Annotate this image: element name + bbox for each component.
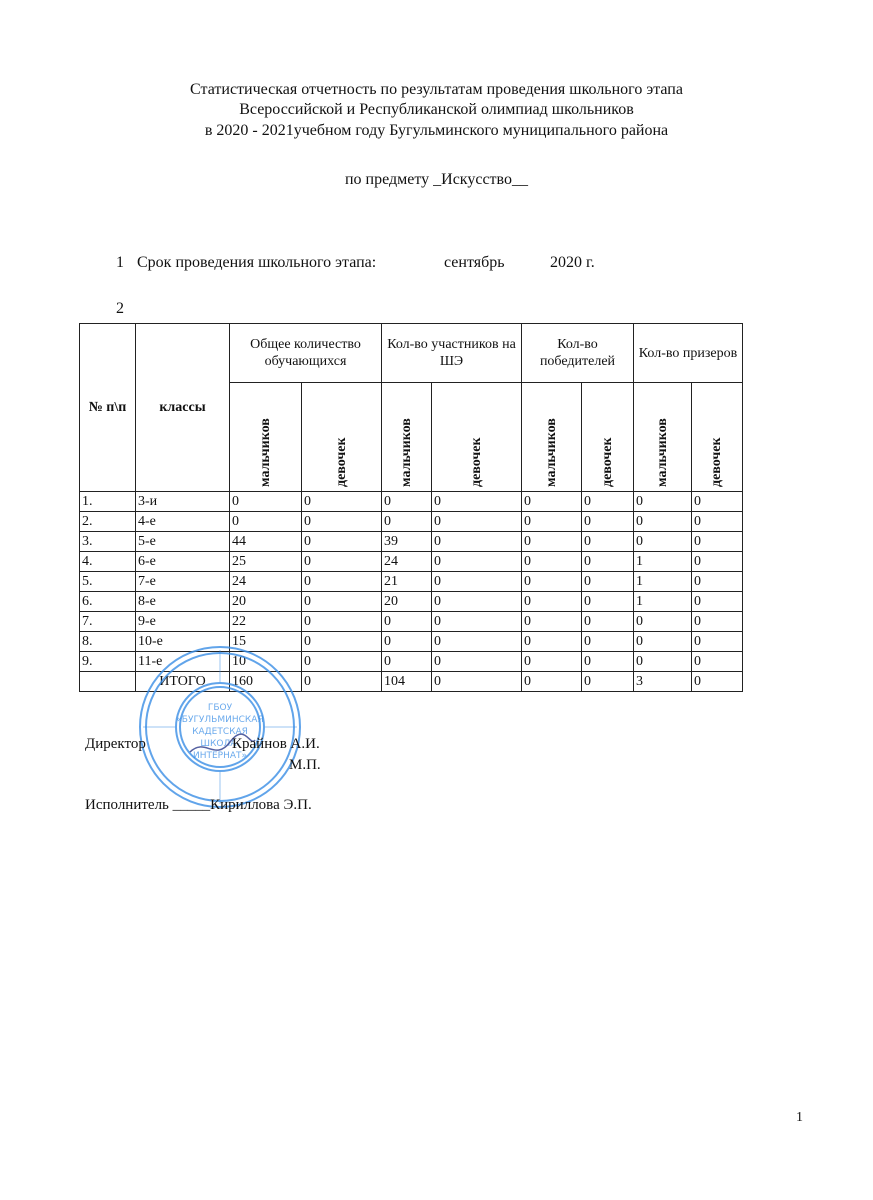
row-value-cell: 24: [230, 572, 302, 592]
row-value-cell: 0: [432, 532, 522, 552]
row-value-cell: 39: [382, 532, 432, 552]
svg-text:ШКОЛА-: ШКОЛА-: [200, 739, 240, 749]
row-value-cell: 0: [302, 552, 382, 572]
director-label: Директор: [85, 736, 146, 752]
row-value-cell: 44: [230, 532, 302, 552]
row-value-cell: 0: [522, 592, 582, 612]
row-value-cell: 0: [302, 652, 382, 672]
row-value-cell: 0: [582, 652, 634, 672]
row-value-cell: 0: [302, 512, 382, 532]
row-value-cell: 0: [432, 512, 522, 532]
row-value-cell: 25: [230, 552, 302, 572]
item-1-label: Срок проведения школьного этапа:: [137, 254, 377, 271]
row-value-cell: 0: [692, 512, 743, 532]
total-cell: 0: [302, 672, 382, 692]
col-number-header: № п\п: [80, 324, 136, 492]
table-row: [80, 492, 743, 512]
row-value-cell: 0: [522, 512, 582, 532]
row-value-cell: 0: [692, 592, 743, 612]
row-class-cell: 11-е: [136, 652, 230, 672]
director-name: Крайнов А.И.: [232, 736, 320, 752]
item-1-number: 1: [116, 254, 124, 271]
row-value-cell: 21: [382, 572, 432, 592]
svg-text:КАДЕТСКАЯ: КАДЕТСКАЯ: [192, 727, 248, 737]
row-value-cell: 0: [302, 492, 382, 512]
item-1-year: 2020 г.: [550, 254, 595, 271]
row-value-cell: 0: [302, 592, 382, 612]
row-class-cell: 3-и: [136, 492, 230, 512]
row-value-cell: 0: [382, 632, 432, 652]
row-number-cell: 9.: [80, 652, 136, 672]
row-value-cell: 0: [230, 492, 302, 512]
total-cell: 3: [634, 672, 692, 692]
total-cell: 0: [522, 672, 582, 692]
row-value-cell: 0: [522, 632, 582, 652]
row-value-cell: 0: [692, 652, 743, 672]
col-class-header: классы: [136, 324, 230, 492]
row-value-cell: 0: [522, 572, 582, 592]
row-value-cell: 0: [432, 612, 522, 632]
row-value-cell: 0: [582, 612, 634, 632]
row-value-cell: 0: [692, 552, 743, 572]
row-value-cell: 0: [522, 652, 582, 672]
row-class-cell: 8-е: [136, 592, 230, 612]
row-value-cell: 0: [634, 632, 692, 652]
group-header-total: Общее количество обучающихся: [230, 324, 382, 383]
table-row: [80, 572, 743, 592]
total-cell: 0: [692, 672, 743, 692]
total-cell: 0: [432, 672, 522, 692]
subheader-girls: девочек: [692, 383, 743, 492]
table-row: [80, 592, 743, 612]
row-value-cell: 0: [302, 612, 382, 632]
table-row: [80, 612, 743, 632]
row-value-cell: 0: [582, 592, 634, 612]
row-value-cell: 15: [230, 632, 302, 652]
table-row: [80, 512, 743, 532]
total-cell: 104: [382, 672, 432, 692]
total-label: ИТОГО: [136, 672, 230, 692]
item-1-month: сентябрь: [444, 254, 505, 271]
row-class-cell: 9-е: [136, 612, 230, 632]
row-value-cell: 1: [634, 572, 692, 592]
row-class-cell: 10-е: [136, 632, 230, 652]
total-number-cell: [80, 672, 136, 692]
row-value-cell: 0: [432, 592, 522, 612]
table-header-row: [80, 324, 743, 383]
row-value-cell: 0: [634, 652, 692, 672]
total-cell: 160: [230, 672, 302, 692]
row-value-cell: 0: [692, 532, 743, 552]
row-class-cell: 5-е: [136, 532, 230, 552]
group-header-participants: Кол-во участников на ШЭ: [382, 324, 522, 383]
row-value-cell: 0: [382, 512, 432, 532]
svg-text:ИНТЕРНАТ»: ИНТЕРНАТ»: [192, 751, 248, 761]
row-value-cell: 0: [692, 612, 743, 632]
row-value-cell: 0: [432, 552, 522, 572]
row-value-cell: 1: [634, 552, 692, 572]
row-value-cell: 0: [522, 612, 582, 632]
group-header-winners: Кол-во победителей: [522, 324, 634, 383]
subheader-girls: девочек: [582, 383, 634, 492]
row-value-cell: 0: [634, 492, 692, 512]
row-number-cell: 6.: [80, 592, 136, 612]
total-cell: 0: [582, 672, 634, 692]
subheader-boys: мальчиков: [522, 383, 582, 492]
group-header-prizewinners: Кол-во призеров: [634, 324, 743, 383]
executor-line: Исполнитель _____Кириллова Э.П.: [85, 797, 312, 813]
table-row: [80, 532, 743, 552]
table-row: [80, 552, 743, 572]
row-value-cell: 0: [522, 492, 582, 512]
subject-line: по предмету _Искусство__: [344, 171, 528, 188]
subheader-boys: мальчиков: [634, 383, 692, 492]
subheader-boys: мальчиков: [230, 383, 302, 492]
row-value-cell: 0: [302, 532, 382, 552]
row-value-cell: 10: [230, 652, 302, 672]
row-value-cell: 0: [634, 612, 692, 632]
row-number-cell: 8.: [80, 632, 136, 652]
row-value-cell: 0: [582, 532, 634, 552]
row-value-cell: 22: [230, 612, 302, 632]
row-value-cell: 0: [634, 532, 692, 552]
row-number-cell: 4.: [80, 552, 136, 572]
row-value-cell: 0: [692, 632, 743, 652]
seal-mark: М.П.: [289, 757, 321, 773]
row-value-cell: 24: [382, 552, 432, 572]
row-value-cell: 0: [230, 512, 302, 532]
row-value-cell: 0: [522, 552, 582, 572]
school-seal-stamp: [135, 642, 305, 812]
row-value-cell: 0: [432, 632, 522, 652]
row-number-cell: 7.: [80, 612, 136, 632]
svg-text:ГБОУ: ГБОУ: [207, 703, 233, 713]
item-2-number: 2: [116, 300, 124, 317]
report-title-line-1: Статистическая отчетность по результатам проведения школьного этапа: [190, 81, 683, 98]
row-value-cell: 20: [230, 592, 302, 612]
row-value-cell: 0: [582, 512, 634, 532]
row-value-cell: 0: [382, 492, 432, 512]
row-value-cell: 0: [582, 552, 634, 572]
row-value-cell: 0: [432, 572, 522, 592]
subheader-boys: мальчиков: [382, 383, 432, 492]
row-value-cell: 0: [582, 632, 634, 652]
subheader-girls: девочек: [302, 383, 382, 492]
row-value-cell: 0: [692, 492, 743, 512]
row-number-cell: 1.: [80, 492, 136, 512]
row-number-cell: 3.: [80, 532, 136, 552]
row-class-cell: 7-е: [136, 572, 230, 592]
page-number: 1: [796, 1110, 803, 1125]
subheader-girls: девочек: [432, 383, 522, 492]
row-value-cell: 0: [382, 652, 432, 672]
row-number-cell: 5.: [80, 572, 136, 592]
row-number-cell: 2.: [80, 512, 136, 532]
row-value-cell: 0: [382, 612, 432, 632]
svg-text:«БУГУЛЬМИНСКАЯ: «БУГУЛЬМИНСКАЯ: [176, 715, 264, 725]
report-title-line-2: Всероссийской и Республиканской олимпиад школьников: [239, 101, 634, 118]
row-value-cell: 0: [432, 652, 522, 672]
row-value-cell: 0: [302, 632, 382, 652]
row-value-cell: 0: [582, 492, 634, 512]
row-value-cell: 0: [692, 572, 743, 592]
row-value-cell: 0: [302, 572, 382, 592]
row-value-cell: 0: [432, 492, 522, 512]
row-value-cell: 0: [522, 532, 582, 552]
row-class-cell: 6-е: [136, 552, 230, 572]
row-value-cell: 0: [634, 512, 692, 532]
row-value-cell: 1: [634, 592, 692, 612]
row-class-cell: 4-е: [136, 512, 230, 532]
report-title-line-3: в 2020 - 2021учебном году Бугульминского муниципального района: [204, 122, 669, 139]
row-value-cell: 0: [582, 572, 634, 592]
statistics-table: [79, 323, 743, 692]
row-value-cell: 20: [382, 592, 432, 612]
